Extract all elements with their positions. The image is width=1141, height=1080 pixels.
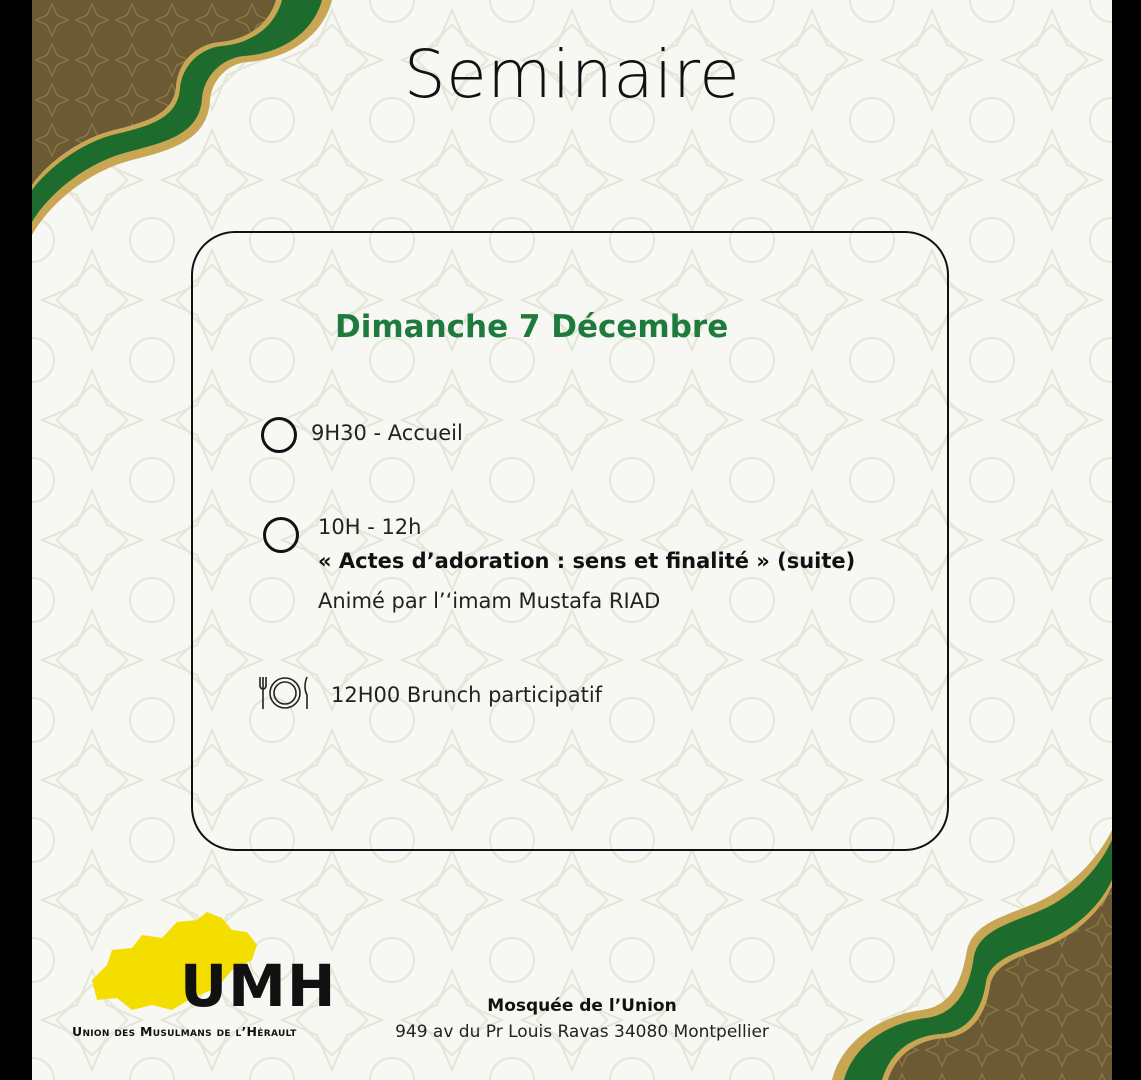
venue-address: 949 av du Pr Louis Ravas 34080 Montpellier [395, 1022, 769, 1042]
lecture-title: « Actes d’adoration : sens et finalité » (suite) [318, 549, 856, 573]
venue-name: Mosquée de l’Union [487, 996, 677, 1016]
page-title: Seminaire [403, 36, 741, 113]
event-date: Dimanche 7 Décembre [335, 309, 729, 345]
plate-cutlery-icon [259, 673, 313, 713]
umh-logo [72, 910, 362, 1045]
program-card [191, 231, 949, 851]
lecture-speaker: Animé par l’‘imam Mustafa RIAD [318, 589, 661, 613]
circle-icon [261, 417, 297, 453]
bottom-right-arch-ornament [802, 830, 1112, 1080]
schedule-item-time: 10H - 12h [318, 515, 422, 539]
circle-icon [263, 517, 299, 553]
schedule-item-label: 9H30 - Accueil [311, 421, 463, 445]
seminar-poster [32, 0, 1112, 1080]
schedule-item-label: 12H00 Brunch participatif [331, 683, 603, 707]
logo-acronym: UMH [180, 952, 337, 1020]
logo-name: Union des Musulmans de l’Hérault [72, 1024, 297, 1039]
venue-info [362, 996, 802, 1042]
